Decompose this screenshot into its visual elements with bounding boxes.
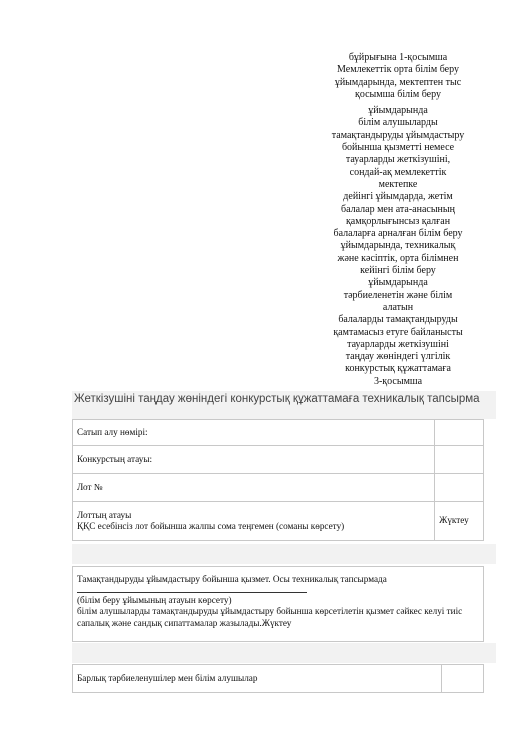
header-line: кейінгі білім беру xyxy=(360,265,436,277)
header-line: сондай-ақ мемлекеттік xyxy=(349,166,447,178)
lot-number-value[interactable] xyxy=(435,474,484,502)
header-line: тәрбиеленетін және білім xyxy=(343,289,453,301)
header-line: қосымша білім беру xyxy=(355,88,441,100)
lot-upload-link[interactable]: Жүктеу xyxy=(435,502,484,541)
lot-name-label: Лоттың атауы xyxy=(77,509,132,520)
purchase-number-value[interactable] xyxy=(435,420,484,446)
header-line: тауарларды жеткізушіні, xyxy=(345,154,451,166)
header-line: балаларды тамақтандыруды xyxy=(338,314,458,326)
header-line: балаларға арналған білім беру xyxy=(333,228,463,240)
header-line: тамақтандыруды ұйымдастыру xyxy=(331,129,465,141)
spacer-row xyxy=(72,643,496,663)
table-row xyxy=(73,474,484,502)
students-value[interactable] xyxy=(442,665,484,693)
purchase-number-label: Сатып алу нөмірі: xyxy=(73,420,435,446)
lot-name-cell xyxy=(73,502,435,541)
lot-info-table xyxy=(72,419,484,541)
table-row xyxy=(73,420,484,446)
table-row xyxy=(73,502,484,541)
contest-name-label: Конкурстың атауы: xyxy=(73,446,435,474)
org-name-hint: (білім беру ұйымының атауын көрсету) xyxy=(77,595,232,606)
header-line: ұйымдарында xyxy=(368,277,428,289)
order-annex-header xyxy=(318,52,478,388)
spacer-row xyxy=(72,544,496,564)
header-line: бойынша қызметті немесе xyxy=(341,142,455,154)
header-line: дейінгі ұйымдарда, жетім xyxy=(343,191,453,203)
header-line: конкурстық құжаттамаға xyxy=(345,363,451,375)
header-line: ұйымдарында, техникалық xyxy=(340,240,456,252)
header-line: таңдау жөніндегі үлгілік xyxy=(345,351,451,363)
header-line: қамқорлығынсыз қалған xyxy=(345,215,451,227)
header-line: алатын xyxy=(382,301,414,313)
header-line: Мемлекеттік орта білім беру xyxy=(337,64,459,76)
header-line: қамтамасыз етуге байланысты xyxy=(333,326,463,338)
header-line: мектепке xyxy=(378,178,418,190)
header-line: білім алушыларды xyxy=(358,117,438,129)
contest-name-value[interactable] xyxy=(435,446,484,474)
header-line: балалар мен ата-анасының xyxy=(341,203,455,215)
header-line: және кәсіптік, орта білімнен xyxy=(337,252,459,264)
header-line: 3-қосымша xyxy=(373,375,423,387)
students-label: Барлық тәрбиеленушілер мен білім алушылар xyxy=(73,665,442,693)
service-line: Тамақтандыруды ұйымдастыру бойынша қызмет. Осы техникалық тапсырмада xyxy=(77,574,387,584)
section-title: Жеткізушіні таңдау жөніндегі конкурстық құжаттамаға техникалық тапсырма xyxy=(72,391,496,419)
header-line: ұйымдарында xyxy=(368,105,428,117)
header-line: бұйрығына 1-қосымша xyxy=(348,52,448,63)
table-row xyxy=(73,665,484,693)
students-table xyxy=(72,664,484,693)
table-row xyxy=(73,446,484,474)
header-line: ұйымдарында, мектептен тыс xyxy=(334,76,462,88)
blank-underline[interactable] xyxy=(77,585,307,593)
service-description-block xyxy=(72,566,484,642)
header-line: тауарларды жеткізушіні xyxy=(347,338,449,350)
service-description: білім алушыларды тамақтандыруды ұйымдастыру бойынша көрсетілетін қызмет сәйкес келуі тиіс сапалық және сандық сипаттамалар жазылады.Жүктеу xyxy=(77,606,463,628)
lot-number-label: Лот № xyxy=(73,474,435,502)
lot-sum-label: ҚҚС есебінсіз лот бойынша жалпы сома теңгемен (соманы көрсету) xyxy=(77,521,345,531)
